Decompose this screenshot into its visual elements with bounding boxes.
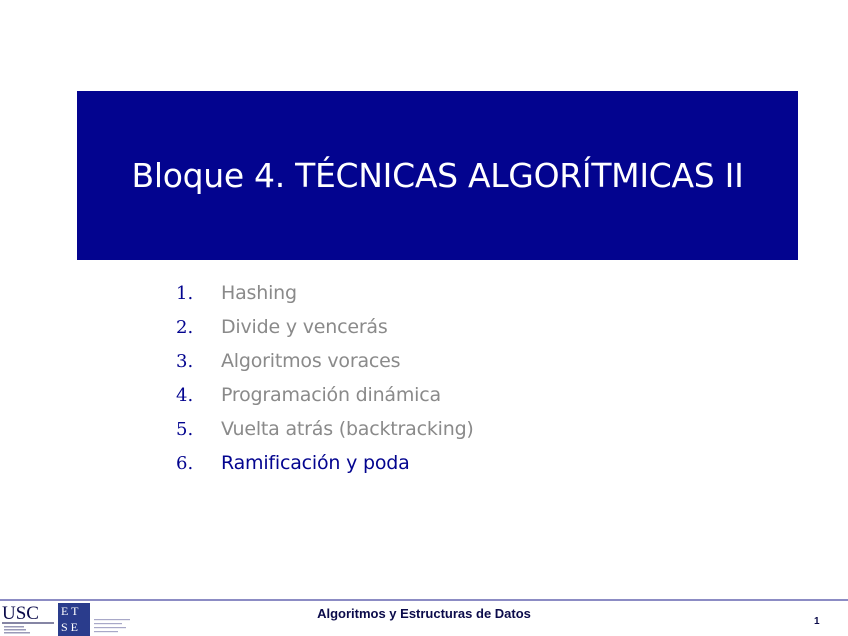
outline-item-number: 1. bbox=[176, 283, 194, 304]
outline-item-label: Hashing bbox=[221, 282, 297, 304]
outline-list bbox=[176, 276, 626, 480]
outline-item-label: Algoritmos voraces bbox=[221, 350, 401, 372]
outline-item-number: 5. bbox=[176, 419, 194, 440]
outline-item bbox=[176, 310, 626, 344]
outline-item-number: 4. bbox=[176, 385, 194, 406]
usc-logo-text: USC bbox=[2, 603, 39, 624]
outline-item-number: 6. bbox=[176, 453, 194, 474]
outline-item bbox=[176, 344, 626, 378]
etse-logo-bottom: S E bbox=[61, 620, 79, 634]
etse-logo-top: E T bbox=[61, 604, 79, 618]
outline-item-label: Programación dinámica bbox=[221, 384, 441, 406]
outline-item-number: 3. bbox=[176, 351, 194, 372]
outline-item-current bbox=[176, 446, 626, 480]
title-band bbox=[77, 91, 798, 260]
page-number: 1 bbox=[814, 616, 820, 627]
outline-item bbox=[176, 412, 626, 446]
slide-title: Bloque 4. TÉCNICAS ALGORÍTMICAS II bbox=[131, 156, 744, 195]
outline-item bbox=[176, 378, 626, 412]
outline-item-label: Divide y vencerás bbox=[221, 316, 388, 338]
outline-item bbox=[176, 276, 626, 310]
outline-item-label: Ramificación y poda bbox=[221, 452, 410, 474]
footer-course-title: Algoritmos y Estructuras de Datos bbox=[317, 606, 531, 621]
outline-item-number: 2. bbox=[176, 317, 194, 338]
outline-item-label: Vuelta atrás (backtracking) bbox=[221, 418, 474, 440]
